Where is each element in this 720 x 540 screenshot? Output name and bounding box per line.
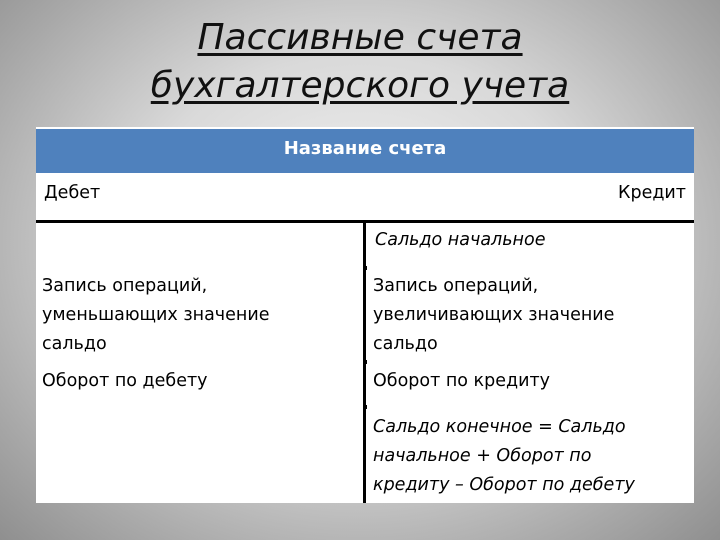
slide-title — [0, 14, 720, 110]
title-line-2: бухгалтерского учета — [150, 65, 570, 106]
t-account-inner-separator-1 — [363, 266, 367, 270]
title-line-1: Пассивные счета — [197, 17, 523, 58]
debit-turnover: Оборот по дебету — [42, 371, 208, 391]
t-account-inner-separator-3 — [363, 405, 367, 409]
closing-balance-line-2: начальное + Оборот по — [373, 446, 592, 466]
debit-entry-line-1: Запись операций, — [42, 276, 208, 296]
debit-entry-line-3: сальдо — [42, 334, 107, 354]
debit-entry-line-2: уменьшающих значение — [42, 305, 270, 325]
credit-entry-line-1: Запись операций, — [373, 276, 539, 296]
account-name-header: Название счета — [283, 138, 447, 159]
credit-turnover: Оборот по кредиту — [373, 371, 551, 391]
t-account-table — [36, 127, 694, 503]
closing-balance-line-1: Сальдо конечное = Сальдо — [373, 417, 626, 437]
credit-label: Кредит — [618, 183, 686, 203]
debit-label: Дебет — [44, 183, 101, 203]
t-account-inner-separator-2 — [363, 360, 367, 364]
credit-entry-line-2: увеличивающих значение — [373, 305, 615, 325]
credit-entry-line-3: сальдо — [373, 334, 438, 354]
closing-balance-line-3: кредиту – Оборот по дебету — [373, 475, 635, 495]
opening-balance: Сальдо начальное — [375, 230, 546, 250]
